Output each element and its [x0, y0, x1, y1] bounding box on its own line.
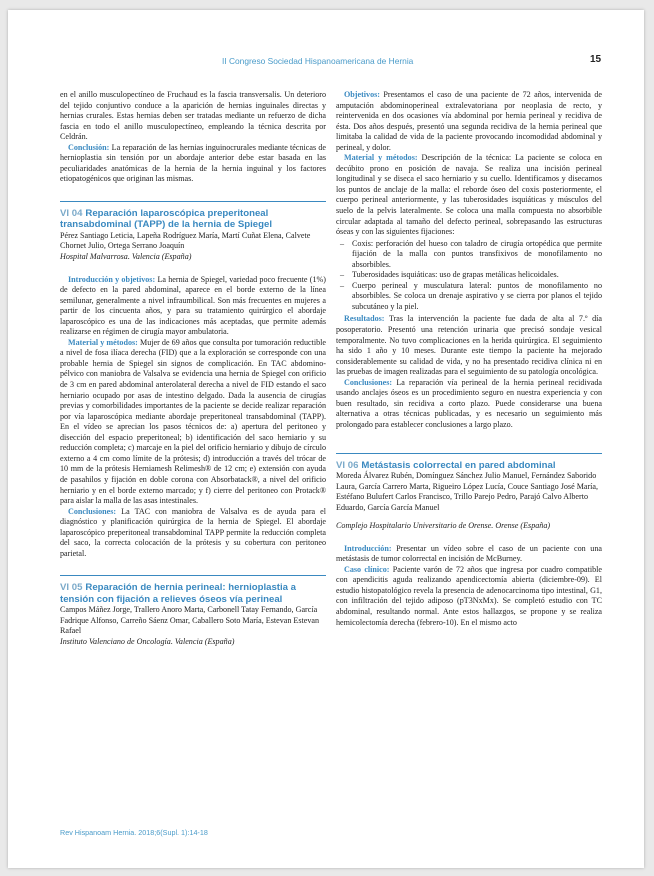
conclusion-text: La reparación de las hernias inguinocrurales mediante técnicas de hernioplastia sin tensión por un abordaje anterior debe estar basada en las peculiaridades anatómicas de la hernia de la hernia inguinal y los factores etiopatogénicos que originan las mismas.	[60, 142, 326, 184]
abstract-code: VI 05	[60, 582, 83, 594]
abstract-heading-vi04	[60, 201, 326, 231]
authors-vi04: Pérez Santiago Leticia, Lapeña Rodríguez María, Martí Cuñat Elena, Calvete Chornet Julio, Ortega Serrano Joaquín	[60, 230, 311, 251]
list-item: – Coxis: perforación del hueso con taladro de cirugía ortopédica que permite fijación de la malla con puntos transfixivos de monofilamento no absorbibles.	[352, 239, 602, 271]
conclusions-text: La TAC con maniobra de Valsalva es de ayuda para el diagnóstico y planificación quirúrgica de la hernia de Spiegel. El abordaje laparoscópico preperitoneal transabdominal TAPP permite la reducción completa del saco, la correcta colocación de la prótesis y su cobertura con peritoneo parietal.	[60, 506, 326, 558]
case-text: Paciente varón de 72 años que ingresa por cuadro compatible con apendicitis aguda realizando apendicectomía abierta (diciembre-09). El estudio histopatológico revela la presencia de adenocarcinoma tipo intestinal, G1, con infiltración del tejido adiposo (pT3NxMx). Se completó estudio con TC abdominal, resultando normal. Ante estos hallazgos, se propone y se realiza hemicolectomía derecha (febrero-10). En el mismo acto	[336, 564, 603, 627]
affiliation-vi04: Hospital Malvarrosa. Valencia (España)	[60, 252, 192, 262]
conclusions-label: Conclusiones:	[68, 506, 117, 516]
abstract-title: Metástasis colorrectal en pared abdominal	[361, 459, 556, 471]
case-paragraph-vi06	[336, 565, 602, 628]
conclusions-label: Conclusiones:	[344, 377, 393, 387]
methods-label: Material y métodos:	[344, 153, 418, 163]
results-text: Tras la intervención la paciente fue dada de alta al 7.º día posoperatorio. Presentó una retención urinaria que precisó sondaje vesical temporalmente. No tuvo complicaciones en la herida quirúrgica. El seguimiento ha sido 1 año y 10 meses. Durante este tiempo la paciente ha mejorado considerablemente su calidad de vida, y no ha presentado recidiva clínica ni en las pruebas de imagen realizadas para el seguimiento de su patología oncológica.	[336, 314, 602, 377]
conclusion-paragraph	[60, 143, 326, 185]
list-item: – Tuberosidades isquiáticas: uso de grapas metálicas helicoidales.	[352, 270, 602, 281]
abstract-code: VI 06	[336, 459, 359, 471]
abstract-title: Reparación laparoscópica preperitoneal transabdominal (TAPP) de la hernia de Spiegel	[60, 207, 272, 231]
methods-text: Mujer de 69 años que consulta por tumoración reductible a nivel de fosa ilíaca derecha (FID) que a la exploración se corresponde con una probable hernia de Spiegel sin signos de complicación. En TAC abdomino-pélvico con maniobra de Valsalva se evidencia una hernia de Spiegel con orificio de 3 cm en pared abdominal anterolateral derecha a nivel de FID estando el saco herniario ocupado por asas de intestino delgado. Dada la ausencia de cirugías previas y comorbilidades importantes de la paciente se decide realizar reparación por vía laparoscópica mediante abordaje preperitoneal transabdominal (TAPP). En el vídeo se aprecian los pasos técnicos de: a) apertura del peritoneo y disección del espacio preperitoneal; b) identificación del saco herniario y su reducción completa; c) marcaje en la piel del orificio herniario y dibujo de círculo externo a 4 cm como límite de la prótesis; d) introducción a través del trócar de 10 mm de la prótesis Herniamesh Relimesh® de 12 cm; e) extensión con ayuda de pasahilos y fijación en doble corona con Absorbatack®, a nivel del orificio herniario y en el borde externo marcado; y f) cierre del peritoneo con Protack® para aislar la malla de las asas intestinales.	[60, 337, 326, 506]
intro-paragraph-vi06	[336, 544, 602, 565]
objectives-paragraph	[336, 90, 602, 153]
conclusions-paragraph-vi05	[336, 378, 602, 431]
methods-text: Descripción de la técnica: La paciente se coloca en decúbito prono en posición de navaja. Se realiza una incisión perineal longitudinal y se diseca el saco herniario y su cuello. Identificamos y disecamos los puntos de anclaje de la malla: el reborde óseo del coxis posteriormente, el cuerpo perineal anteriormente, y las tuberosidades isquiáticas y músculos del suelo de la pelvis lateralmente. Se coloca una malla compuesta no absorbible circular adaptada al tamaño del defecto perineal, sobrepasando las estructuras óseas y con las siguientes fijaciones:	[336, 153, 602, 237]
results-paragraph	[336, 314, 602, 377]
footer-citation: Rev Hispanoam Hernia. 2018;6(Supl. 1):14-18	[60, 828, 208, 837]
list-item: – Cuerpo perineal y musculatura lateral: puntos de monofilamento no absorbibles. Se coloca un drenaje aspirativo y se cierra por planos el tejido subcutáneo y la piel.	[352, 281, 602, 313]
left-column	[60, 90, 326, 648]
abstract-code: VI 04	[60, 207, 83, 219]
running-title: II Congreso Sociedad Hispanoamericana de Hernia	[222, 56, 414, 66]
methods-paragraph-vi04	[60, 338, 326, 507]
fixation-list	[336, 239, 602, 313]
intro-text: La hernia de Spiegel, variedad poco frecuente (1%) de defecto en la pared abdominal, aparece en el borde externo de la línea semilunar, generalmente a nivel infraumbilical. Son más frecuentes en mujeres a partir de los cincuenta años, y para su tratamiento quirúrgico el abordaje laparoscópico es una de las indicaciones más aceptadas, que permite además realizarse en régimen de cirugía mayor ambulatoria.	[60, 274, 326, 337]
journal-page	[8, 10, 644, 868]
objectives-label: Objetivos:	[344, 90, 380, 99]
abstract-heading-vi06	[336, 453, 602, 472]
right-column	[336, 90, 602, 628]
intro-label: Introducción y objetivos:	[68, 274, 156, 284]
case-label: Caso clínico:	[344, 564, 390, 574]
affiliation-vi06: Complejo Hospitalario Universitario de Orense. Orense (España)	[336, 521, 551, 531]
conclusions-paragraph-vi04	[60, 507, 326, 560]
results-label: Resultados:	[344, 314, 385, 324]
continued-paragraph: en el anillo musculopectíneo de Fruchaud es la fascia transversalis. Un deterioro del tejido conjuntivo conduce a la aparición de hernias inguinales directas y hernias crurales. Estas hernias deben ser tratadas mediante un refuerzo de dicha fascia en todo el anillo musculopectíneo, empleando la técnica descrita por Celdrán.	[60, 90, 326, 142]
affiliation-vi05: Instituto Valenciano de Oncología. Valencia (España)	[60, 636, 235, 646]
intro-label: Introducción:	[344, 543, 392, 553]
page-number: 15	[590, 54, 602, 65]
abstract-heading-vi05	[60, 575, 326, 605]
conclusion-label: Conclusión:	[68, 142, 110, 152]
methods-label: Material y métodos:	[68, 337, 138, 347]
authors-vi05: Campos Máñez Jorge, Trallero Anoro Marta, Carbonell Tatay Fernando, García Fadrique Alfonso, Carreño Sáenz Omar, Caballero Soto María, Estevan Estevan Rafael	[60, 605, 320, 636]
authors-vi06: Moreda Álvarez Rubén, Domínguez Sánchez Julio Manuel, Fernández Saborido Laura, García Carrero Marta, Rigueiro López Lucía, Couce Santiago José María, Estéfano Bulufert Carlos Francisco, Trillo Parejo Pedro, Parajó Calvo Alberto Eduardo, García García Manuel	[336, 471, 599, 512]
objectives-text: Presentamos el caso de una paciente de 72 años, intervenida de amputación abdominoperineal extralevatoriana por neoplasia de recto, y reintervenida en dos ocasiones vía abdominal por hernia perineal y recidiva de ésta. Dos años después, presentó una segunda recidiva de la hernia perineal que limitaba la calidad de vida de la paciente provocando incomodidad abdominal y perineal, y dolor.	[336, 90, 602, 152]
methods-paragraph-vi05	[336, 153, 602, 237]
conclusions-text: La reparación vía perineal de la hernia perineal recidivada usando anclajes óseos es un procedimiento seguro en nuestra experiencia y con buen resultado, sin recidiva a corto plazo. Puede considerarse una buena alternativa a otras técnicas publicadas, y es necesario un seguimiento más prolongado para establecer conclusiones a largo plazo.	[336, 377, 602, 429]
intro-paragraph-vi04	[60, 275, 326, 338]
intro-text: Presentar un vídeo sobre el caso de un paciente con una metástasis de tumor colorrectal en incisión de McBurney.	[336, 543, 602, 564]
abstract-title: Reparación de hernia perineal: hernioplastia a tensión con fijación a relieves óseos vía perineal	[60, 582, 297, 605]
